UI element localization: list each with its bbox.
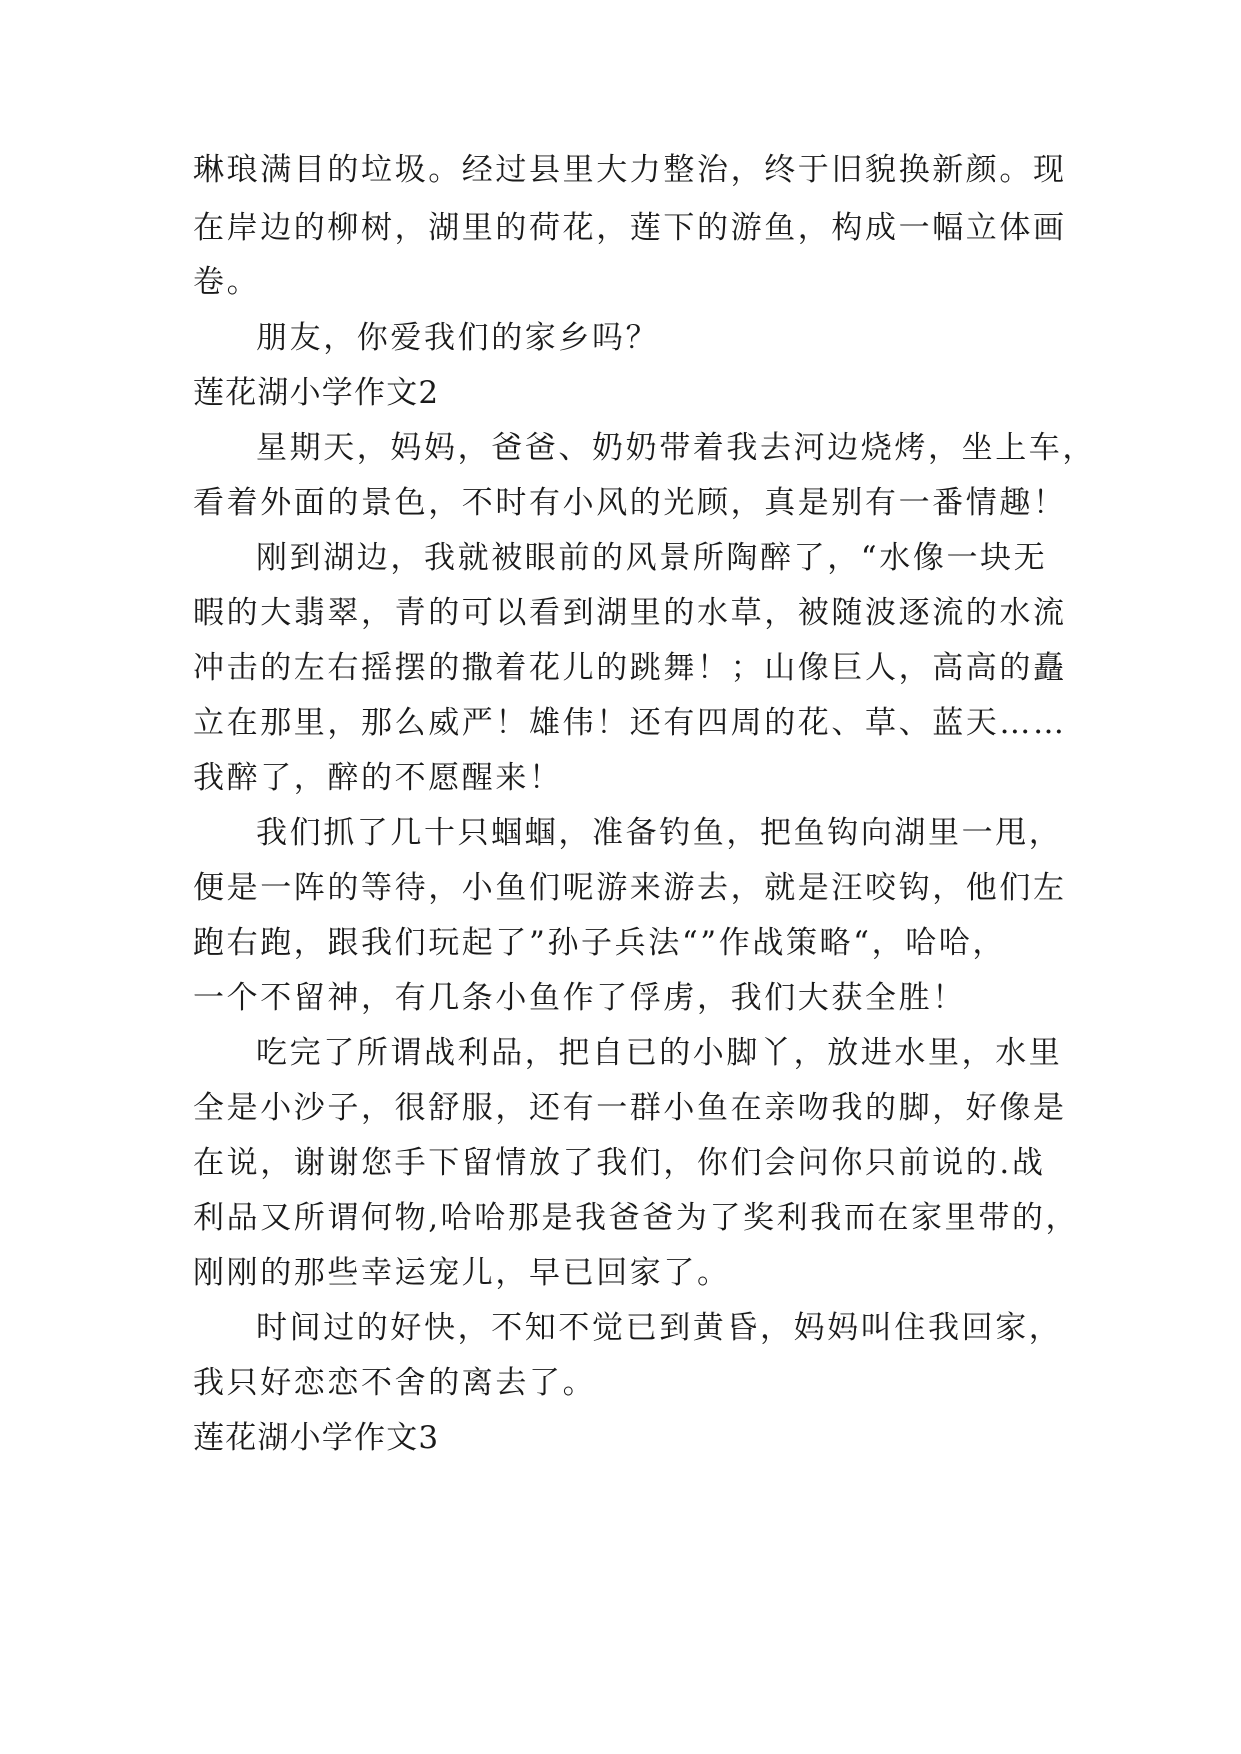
paragraph-line: 立在那里，那么威严！雄伟！还有四周的花、草、蓝天…… xyxy=(193,705,1067,741)
paragraph-line: 我们抓了几十只蝈蝈，准备钓鱼，把鱼钩向湖里一甩， xyxy=(256,815,1063,851)
paragraph-line: 我只好恋恋不舍的离去了。 xyxy=(193,1365,597,1401)
section-heading: 莲花湖小学作文2 xyxy=(193,375,440,411)
paragraph-line: 在说，谢谢您手下留情放了我们，你们会问你只前说的.战 xyxy=(193,1145,1046,1181)
paragraph-line: 时间过的好快，不知不觉已到黄昏，妈妈叫住我回家， xyxy=(256,1310,1063,1346)
paragraph-line: 看着外面的景色，不时有小风的光顾，真是别有一番情趣！ xyxy=(193,485,1067,521)
paragraph-line: 刚刚的那些幸运宠儿，早已回家了。 xyxy=(193,1255,731,1291)
paragraph-line: 朋友，你爱我们的家乡吗？ xyxy=(256,320,660,356)
paragraph-line: 卷。 xyxy=(193,264,261,300)
paragraph-line: 我醉了，醉的不愿醒来！ xyxy=(193,760,563,796)
paragraph-line: 星期天，妈妈，爸爸、奶奶带着我去河边烧烤，坐上车， xyxy=(256,430,1096,466)
paragraph-line: 便是一阵的等待，小鱼们呢游来游去，就是汪咬钩，他们左 xyxy=(193,870,1067,906)
paragraph-line: 跑右跑，跟我们玩起了”孙子兵法“”作战策略“，哈哈， xyxy=(193,925,1006,961)
paragraph-line: 在岸边的柳树，湖里的荷花，莲下的游鱼，构成一幅立体画 xyxy=(193,210,1067,246)
paragraph-line: 利品又所谓何物,哈哈那是我爸爸为了奖利我而在家里带的， xyxy=(193,1200,1080,1236)
paragraph-line: 琳琅满目的垃圾。经过县里大力整治，终于旧貌换新颜。现 xyxy=(193,152,1067,188)
section-heading: 莲花湖小学作文3 xyxy=(193,1420,440,1456)
paragraph-line: 一个不留神，有几条小鱼作了俘虏，我们大获全胜！ xyxy=(193,980,966,1016)
paragraph-line: 吃完了所谓战利品，把自已的小脚丫，放进水里，水里 xyxy=(256,1035,1063,1071)
paragraph-line: 全是小沙子，很舒服，还有一群小鱼在亲吻我的脚，好像是 xyxy=(193,1090,1067,1126)
paragraph-line: 暇的大翡翠，青的可以看到湖里的水草，被随波逐流的水流 xyxy=(193,595,1067,631)
paragraph-line: 刚到湖边，我就被眼前的风景所陶醉了，“水像一块无 xyxy=(256,540,1048,576)
paragraph-line: 冲击的左右摇摆的撒着花儿的跳舞！；山像巨人，高高的矗 xyxy=(193,650,1067,686)
